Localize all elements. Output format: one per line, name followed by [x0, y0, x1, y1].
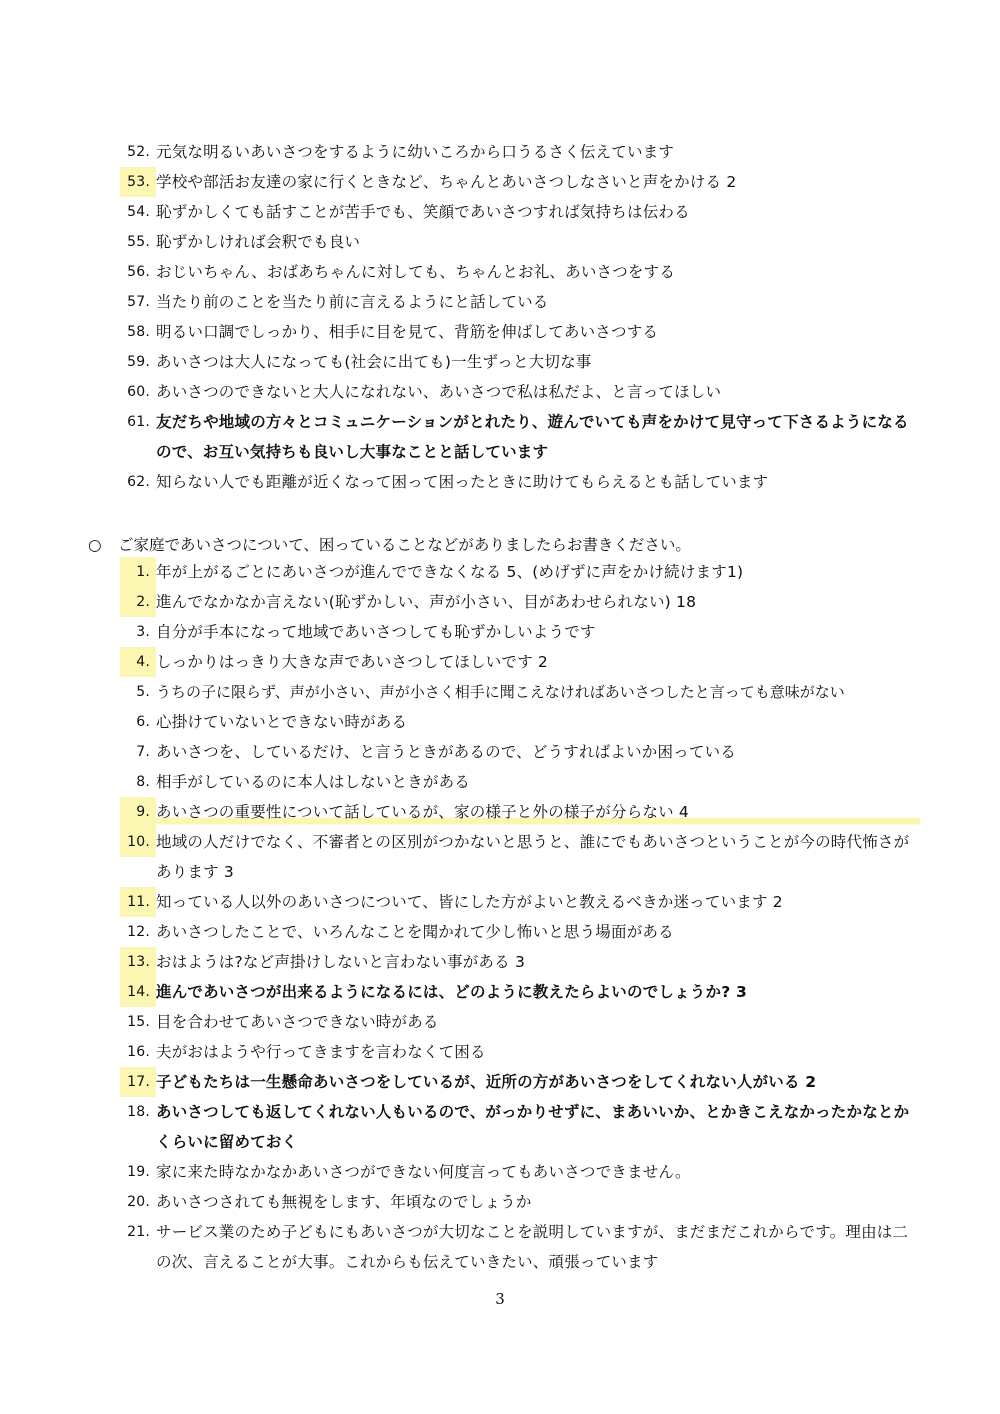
item-number: 57.: [127, 294, 150, 310]
list-item: [120, 1037, 920, 1067]
item-number: 14.: [120, 977, 156, 1007]
item-number: 60.: [127, 384, 150, 400]
list-item: [120, 227, 920, 257]
item-number: 20.: [127, 1194, 150, 1210]
item-text: 学校や部活お友達の家に行くときなど、ちゃんとあいさつしなさいと声をかける 2: [156, 173, 737, 191]
item-text: あいさつしても返してくれない人もいるので、がっかりせずに、まあいいか、とかきこえなかったかなとかくらいに留めておく: [156, 1103, 910, 1151]
list-item: [120, 557, 920, 587]
item-text: おはようは?など声掛けしないと言わない事がある 3: [156, 953, 526, 971]
item-text: 地域の人だけでなく、不審者との区別がつかないと思うと、誰にでもあいさつということが今の時代怖さがあります 3: [156, 833, 910, 881]
item-text: あいさつの重要性について話しているが、家の様子と外の様子が分らない 4: [156, 797, 920, 827]
item-text: 家に来た時なかなかあいさつができない何度言ってもあいさつできません。: [156, 1163, 691, 1181]
item-text: 恥ずかしければ会釈でも良い: [156, 233, 361, 251]
list-item: [120, 287, 920, 317]
item-number: 21.: [127, 1224, 150, 1240]
item-number: 9.: [120, 797, 156, 827]
item-text: サービス業のため子どもにもあいさつが大切なことを説明していますが、まだまだこれからです。理由は二の次、言えることが大事。これからも伝えていきたい、頑張っています: [156, 1223, 909, 1271]
item-number: 11.: [120, 887, 156, 917]
list-item: [120, 617, 920, 647]
item-number: 58.: [127, 324, 150, 340]
list-item: [120, 587, 920, 617]
item-number: 10.: [120, 827, 156, 857]
item-number: 5.: [136, 684, 150, 700]
item-number: 16.: [127, 1044, 150, 1060]
item-number: 12.: [127, 924, 150, 940]
item-text: 元気な明るいあいさつをするように幼いころから口うるさく伝えています: [156, 143, 675, 161]
item-text: 当たり前のことを当たり前に言えるようにと話している: [156, 293, 549, 311]
list-item: [120, 797, 920, 827]
list-item: [120, 167, 920, 197]
circle-bullet-icon: ○: [88, 536, 102, 554]
item-text: あいさつを、しているだけ、と言うときがあるので、どうすればよいか困っている: [156, 743, 736, 761]
list-item: [120, 137, 920, 167]
item-number: 55.: [127, 234, 150, 250]
list-item: [120, 317, 920, 347]
list-item: [120, 347, 920, 377]
list-item: [120, 917, 920, 947]
item-text: おじいちゃん、おばあちゃんに対しても、ちゃんとお礼、あいさつをする: [156, 263, 676, 281]
list-item: [120, 1157, 920, 1187]
item-text: 友だちや地域の方々とコミュニケーションがとれたり、遊んでいても声をかけて見守って下さるようになるので、お互い気持ちも良いし大事なことと話しています: [156, 413, 909, 461]
list-item: [120, 737, 920, 767]
item-number: 19.: [127, 1164, 150, 1180]
item-number: 4.: [120, 647, 156, 677]
item-number: 56.: [127, 264, 150, 280]
page-number: 3: [495, 1290, 505, 1308]
item-text: 心掛けていないとできない時がある: [156, 713, 408, 731]
item-text: うちの子に限らず、声が小さい、声が小さく相手に聞こえなければあいさつしたと言っても意味がない: [156, 683, 845, 701]
list-item: [120, 467, 920, 497]
list-item: [120, 197, 920, 227]
list-item: [120, 257, 920, 287]
item-number: 2.: [120, 587, 156, 617]
item-number: 59.: [127, 354, 150, 370]
item-text: 夫がおはようや行ってきますを言わなくて困る: [156, 1043, 486, 1061]
item-text: 恥ずかしくても話すことが苦手でも、笑顔であいさつすれば気持ちは伝わる: [156, 203, 690, 221]
item-text: 子どもたちは一生懸命あいさつをしているが、近所の方があいさつをしてくれない人がいる 2: [156, 1073, 817, 1091]
item-text: 相手がしているのに本人はしないときがある: [156, 773, 471, 791]
item-number: 15.: [127, 1014, 150, 1030]
list-item: [120, 827, 920, 887]
item-number: 18.: [127, 1104, 150, 1120]
list-item: [120, 767, 920, 797]
item-number: 8.: [136, 774, 150, 790]
item-number: 17.: [120, 1067, 156, 1097]
item-number: 52.: [127, 144, 150, 160]
item-number: 53.: [120, 167, 156, 197]
item-text: あいさつのできないと大人になれない、あいさつで私は私だよ、と言ってほしい: [156, 383, 722, 401]
item-text: 目を合わせてあいさつできない時がある: [156, 1013, 439, 1031]
list-item: [120, 377, 920, 407]
item-text: 明るい口調でしっかり、相手に目を見て、背筋を伸ばしてあいさつする: [156, 323, 659, 341]
list-item: [120, 1187, 920, 1217]
list-item: [120, 1067, 920, 1097]
list-item: [120, 1097, 920, 1157]
list-item: [120, 1007, 920, 1037]
item-number: 54.: [127, 204, 150, 220]
item-text: しっかりはっきり大きな声であいさつしてほしいです 2: [156, 653, 548, 671]
item-text: 進んであいさつが出来るようになるには、どのように教えたらよいのでしょうか? 3: [156, 983, 747, 1001]
list-item: [120, 707, 920, 737]
item-number: 62.: [127, 474, 150, 490]
list-item: [120, 407, 920, 467]
item-text: 自分が手本になって地域であいさつしても恥ずかしいようです: [156, 623, 596, 641]
item-number: 6.: [136, 714, 150, 730]
item-text: 進んでなかなか言えない(恥ずかしい、声が小さい、目があわせられない) 18: [156, 593, 697, 611]
item-text: 知らない人でも距離が近くなって困って困ったときに助けてもらえるとも話しています: [156, 473, 769, 491]
item-text: あいさつしたことで、いろんなことを聞かれて少し怖いと思う場面がある: [156, 923, 674, 941]
list-item: [120, 677, 920, 707]
item-text: 年が上がるごとにあいさつが進んでできなくなる 5、(めげずに声をかけ続けます1): [156, 563, 744, 581]
item-number: 3.: [136, 624, 150, 640]
item-number: 1.: [120, 557, 156, 587]
list-item: [120, 887, 920, 917]
list-item: [120, 647, 920, 677]
item-text: あいさつは大人になっても(社会に出ても)一生ずっと大切な事: [156, 353, 592, 371]
item-number: 7.: [136, 744, 150, 760]
section-heading: [88, 530, 948, 560]
section-heading-text: ご家庭であいさつについて、困っていることなどがありましたらお書きください。: [118, 536, 691, 554]
list-item: [120, 1217, 920, 1277]
item-number: 61.: [127, 414, 150, 430]
item-number: 13.: [120, 947, 156, 977]
list-item: [120, 977, 920, 1007]
item-text: あいさつされても無視をします、年頃なのでしょうか: [156, 1193, 532, 1211]
item-text: 知っている人以外のあいさつについて、皆にした方がよいと教えるべきか迷っています 2: [156, 893, 783, 911]
list-item: [120, 947, 920, 977]
